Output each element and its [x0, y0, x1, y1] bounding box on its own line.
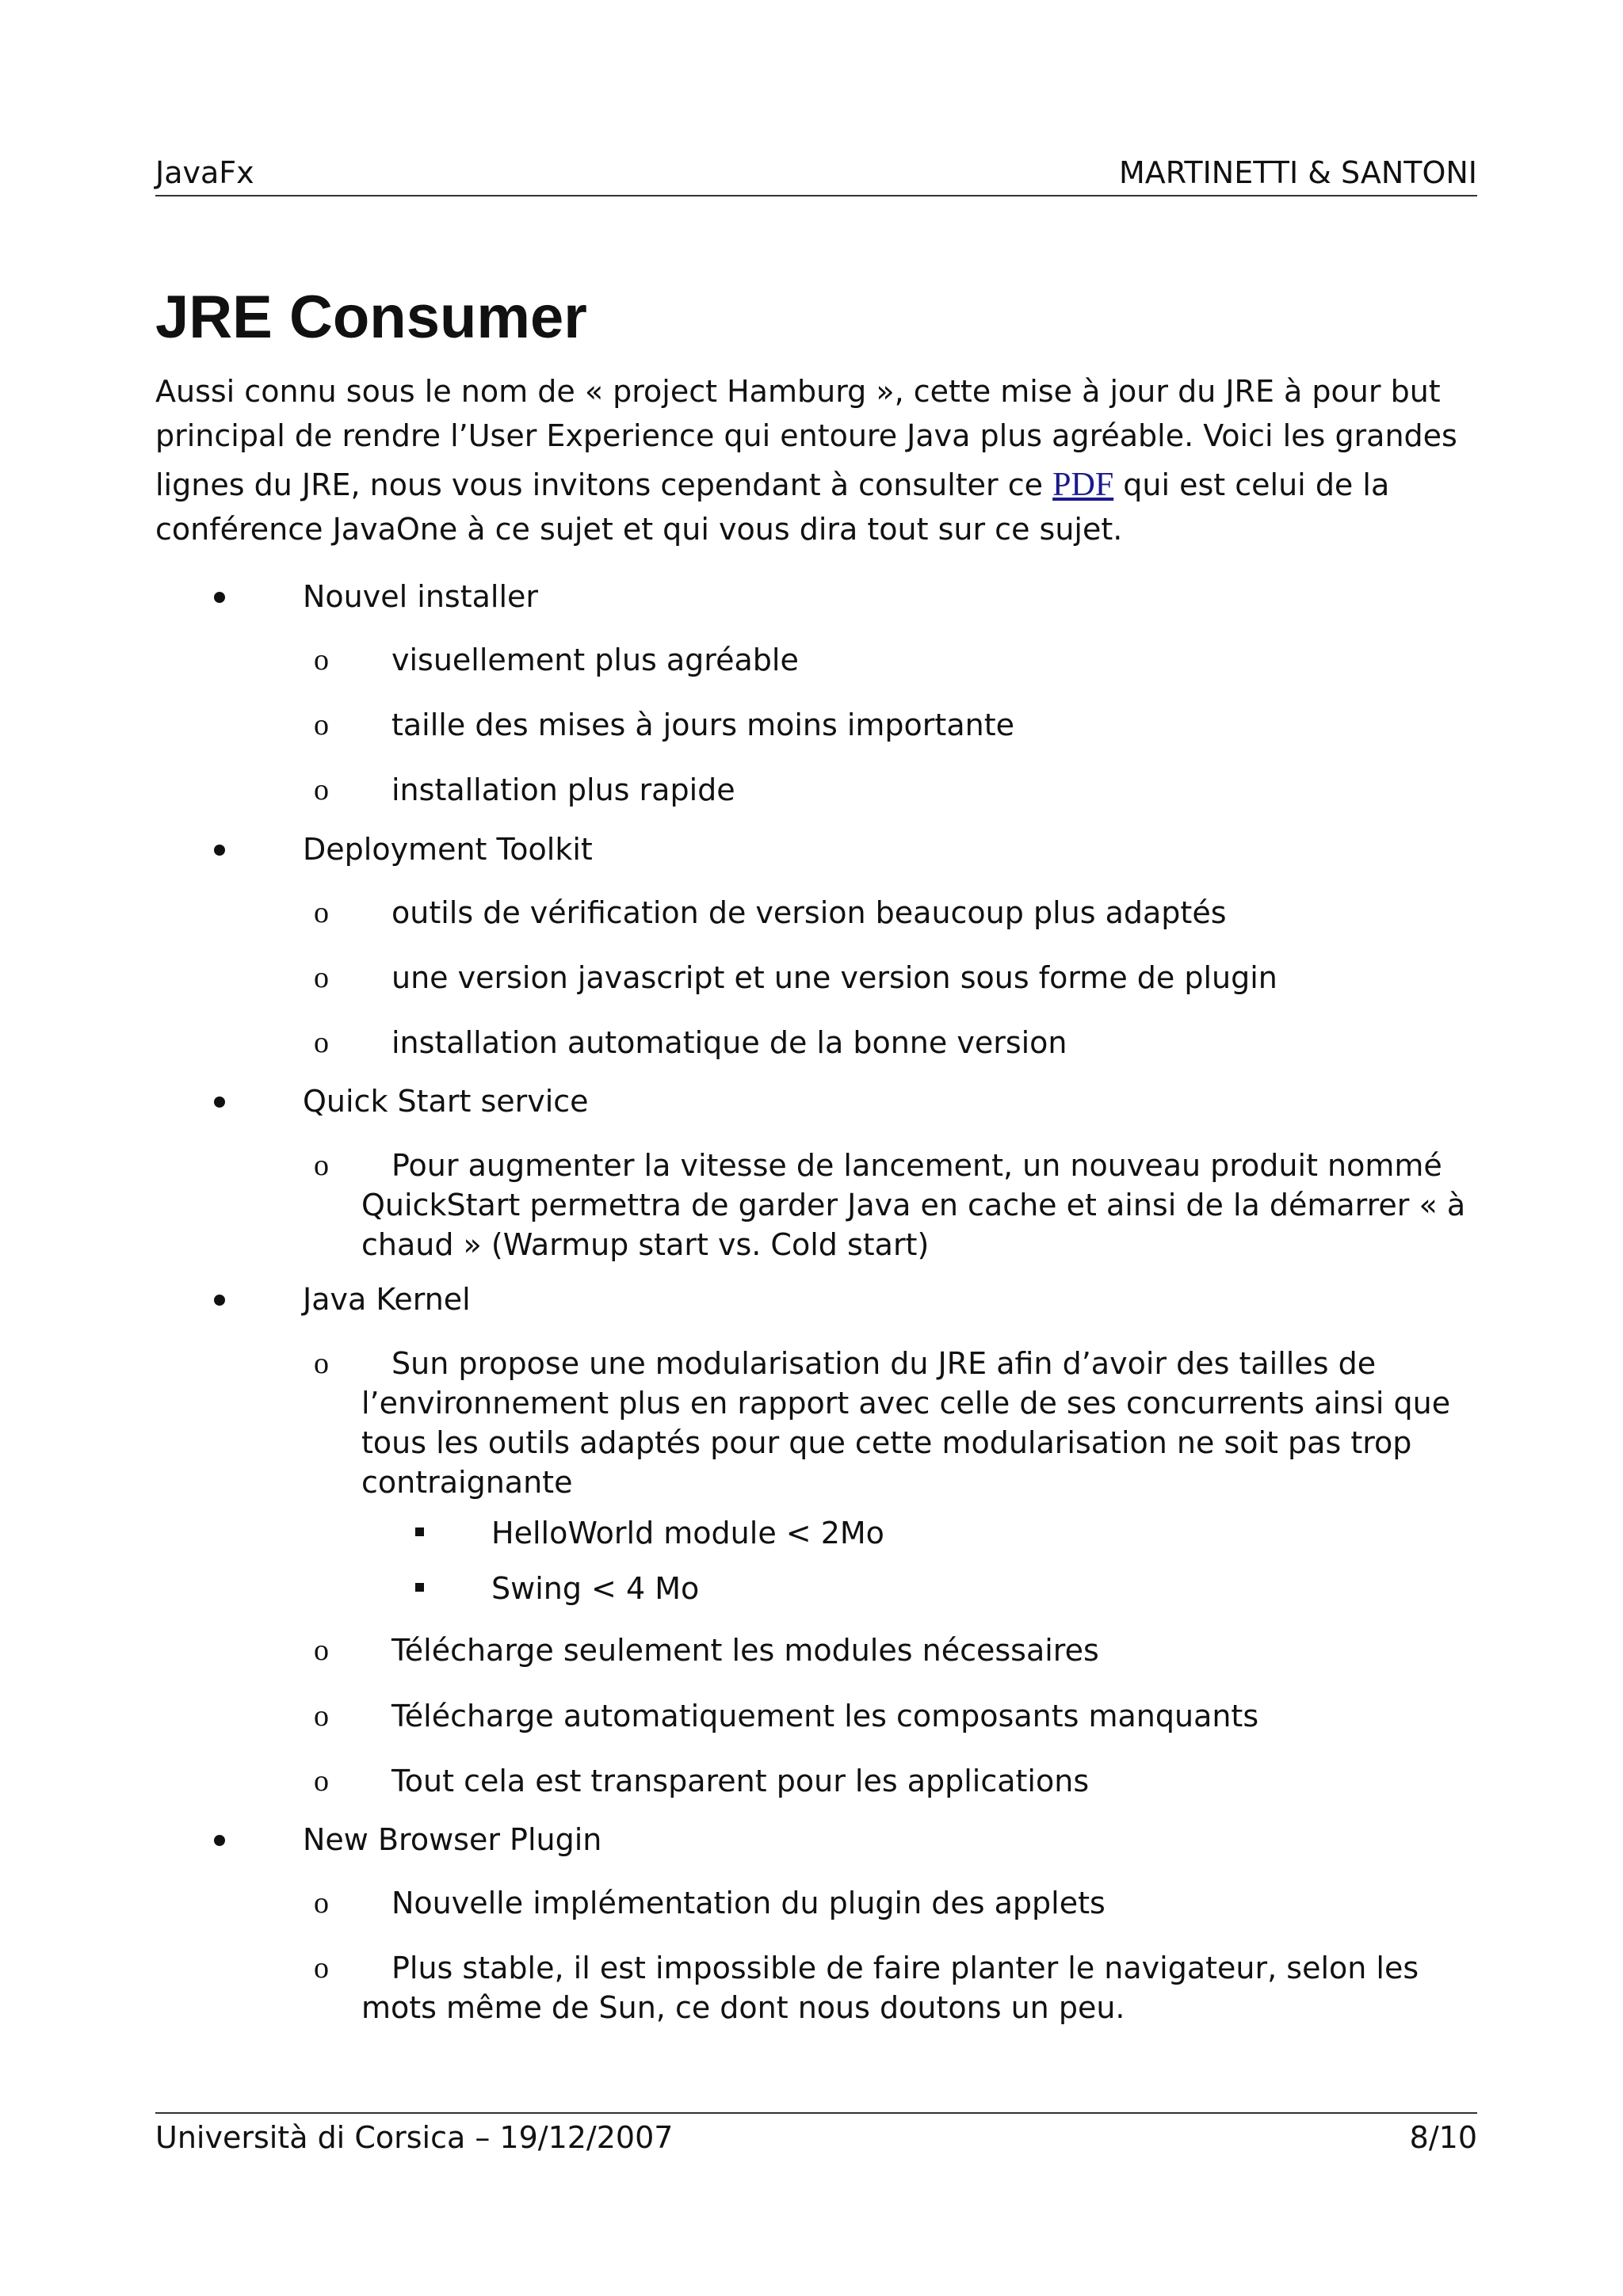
list-item-paragraph: [361, 1146, 1465, 1264]
sub-bullet-icon: o: [314, 1886, 329, 1920]
header-left: JavaFx: [155, 155, 254, 190]
page-footer: [155, 2112, 1477, 2158]
sub-bullet-icon: o: [314, 708, 329, 742]
sub-bullet-icon: o: [314, 1699, 329, 1733]
bullet-icon: [214, 1835, 225, 1846]
sub-bullet-icon: o: [314, 1347, 329, 1380]
bullet-icon: [214, 845, 225, 856]
paragraph-line: l’environnement plus en rapport avec celle de ses concurrents ainsi que: [361, 1386, 1451, 1421]
sub-bullet-icon: o: [314, 643, 329, 677]
intro-line: Aussi connu sous le nom de « project Hamburg », cette mise à jour du JRE à pour but: [155, 374, 1441, 409]
intro-line: [155, 463, 1479, 507]
list-item: Tout cela est transparent pour les applications: [391, 1764, 1090, 1798]
page-number: 8/10: [1409, 2120, 1477, 2155]
paragraph-line: Sun propose une modularisation du JRE afin d’avoir des tailles de: [391, 1346, 1377, 1381]
sub-bullet-icon: o: [314, 1026, 329, 1059]
square-bullet-icon: [415, 1583, 424, 1592]
list-item-title: Deployment Toolkit: [303, 832, 593, 867]
paragraph-line: tous les outils adaptés pour que cette modularisation ne soit pas trop: [361, 1425, 1412, 1460]
pdf-link[interactable]: PDF: [1052, 467, 1114, 503]
list-item-title: Nouvel installer: [303, 579, 539, 614]
list-item: outils de vérification de version beaucoup plus adaptés: [391, 895, 1227, 930]
list-item-title: Quick Start service: [303, 1084, 589, 1119]
list-item-paragraph: [361, 1948, 1419, 2027]
sub-bullet-icon: o: [314, 1951, 329, 1985]
paragraph-line: Plus stable, il est impossible de faire planter le navigateur, selon les: [391, 1951, 1419, 1985]
list-item: Télécharge seulement les modules nécessaires: [391, 1633, 1099, 1668]
list-item: une version javascript et une version sous forme de plugin: [391, 960, 1277, 995]
header-right: MARTINETTI & SANTONI: [1118, 155, 1477, 190]
sub-bullet-icon: o: [314, 1634, 329, 1667]
page-title: JRE Consumer: [155, 284, 587, 351]
sub-bullet-icon: o: [314, 773, 329, 807]
paragraph-line: contraignante: [361, 1465, 573, 1500]
intro-paragraph: [155, 369, 1479, 551]
list-item-title: Java Kernel: [303, 1282, 471, 1317]
intro-text: lignes du JRE, nous vous invitons cependant à consulter ce: [155, 467, 1053, 502]
list-item: visuellement plus agréable: [391, 643, 799, 677]
list-item-title: New Browser Plugin: [303, 1822, 602, 1857]
list-item: taille des mises à jours moins importante: [391, 707, 1014, 742]
intro-line: conférence JavaOne à ce sujet et qui vous dira tout sur ce sujet.: [155, 512, 1123, 547]
sub-bullet-icon: o: [314, 1764, 329, 1798]
paragraph-line: QuickStart permettra de garder Java en cache et ainsi de la démarrer « à: [361, 1188, 1466, 1222]
intro-line: principal de rendre l’User Experience qui entoure Java plus agréable. Voici les grandes: [155, 418, 1457, 453]
bullet-icon: [214, 592, 225, 603]
list-item: Télécharge automatiquement les composants manquants: [391, 1699, 1259, 1733]
sub-bullet-icon: o: [314, 896, 329, 929]
list-item: Swing < 4 Mo: [491, 1571, 700, 1606]
paragraph-line: chaud » (Warmup start vs. Cold start): [361, 1227, 930, 1262]
footer-left: Università di Corsica – 19/12/2007: [155, 2120, 674, 2155]
list-item: HelloWorld module < 2Mo: [491, 1516, 884, 1550]
page-header: [155, 155, 1477, 196]
list-item: Nouvelle implémentation du plugin des applets: [391, 1886, 1106, 1920]
list-item: installation plus rapide: [391, 772, 735, 807]
paragraph-line: Pour augmenter la vitesse de lancement, un nouveau produit nommé: [391, 1148, 1442, 1183]
list-item: installation automatique de la bonne version: [391, 1025, 1067, 1060]
square-bullet-icon: [415, 1527, 424, 1536]
bullet-icon: [214, 1295, 225, 1306]
paragraph-line: mots même de Sun, ce dont nous doutons un peu.: [361, 1990, 1125, 2025]
sub-bullet-icon: o: [314, 961, 329, 994]
list-item-paragraph: [361, 1344, 1450, 1502]
bullet-icon: [214, 1097, 225, 1108]
sub-bullet-icon: o: [314, 1149, 329, 1182]
intro-text: qui est celui de la: [1113, 467, 1390, 502]
